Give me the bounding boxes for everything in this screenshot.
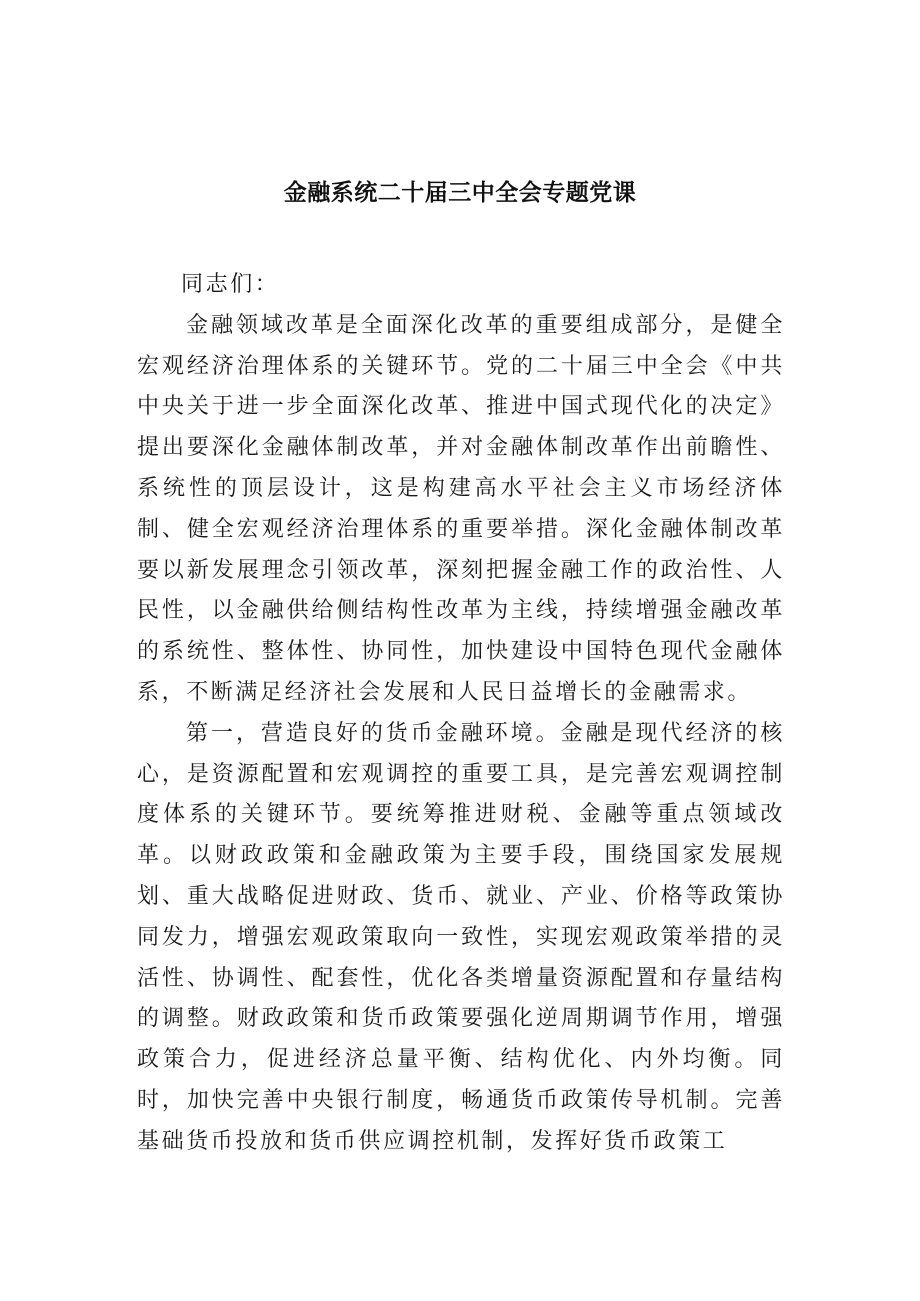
document-body bbox=[137, 265, 785, 1163]
paragraph-first-point: 第一，营造良好的货币金融环境。金融是现代经济的核心，是资源配置和宏观调控的重要工具，是完善宏观调控制度体系的关键环节。要统筹推进财税、金融等重点领域改革。以财政政策和金融政策为主要手段，围绕国家发展规划、重大战略促进财政、货币、就业、产业、价格等政策协同发力，增强宏观政策取向一致性，实现宏观政策举措的灵活性、协调性、配套性，优化各类增量资源配置和存量结构的调整。财政政策和货币政策要强化逆周期调节作用，增强政策合力，促进经济总量平衡、结构优化、内外均衡。同时，加快完善中央银行制度，畅通货币政策传导机制。完善基础货币投放和货币供应调控机制，发挥好货币政策工 bbox=[137, 720, 785, 1154]
paragraph-intro: 金融领域改革是全面深化改革的重要组成部分，是健全宏观经济治理体系的关键环节。党的二十届三中全会《中共中央关于进一步全面深化改革、推进中国式现代化的决定》提出要深化金融体制改革，并对金融体制改革作出前瞻性、系统性的顶层设计，这是构建高水平社会主义市场经济体制、健全宏观经济治理体系的重要举措。深化金融体制改革要以新发展理念引领改革，深刻把握金融工作的政治性、人民性，以金融供给侧结构性改革为主线，持续增强金融改革的系统性、整体性、协同性，加快建设中国特色现代金融体系，不断满足经济社会发展和人民日益增长的金融需求。 bbox=[137, 312, 785, 705]
salutation: 同志们： bbox=[181, 272, 280, 297]
document-title: 金融系统二十届三中全会专题党课 bbox=[283, 180, 637, 206]
